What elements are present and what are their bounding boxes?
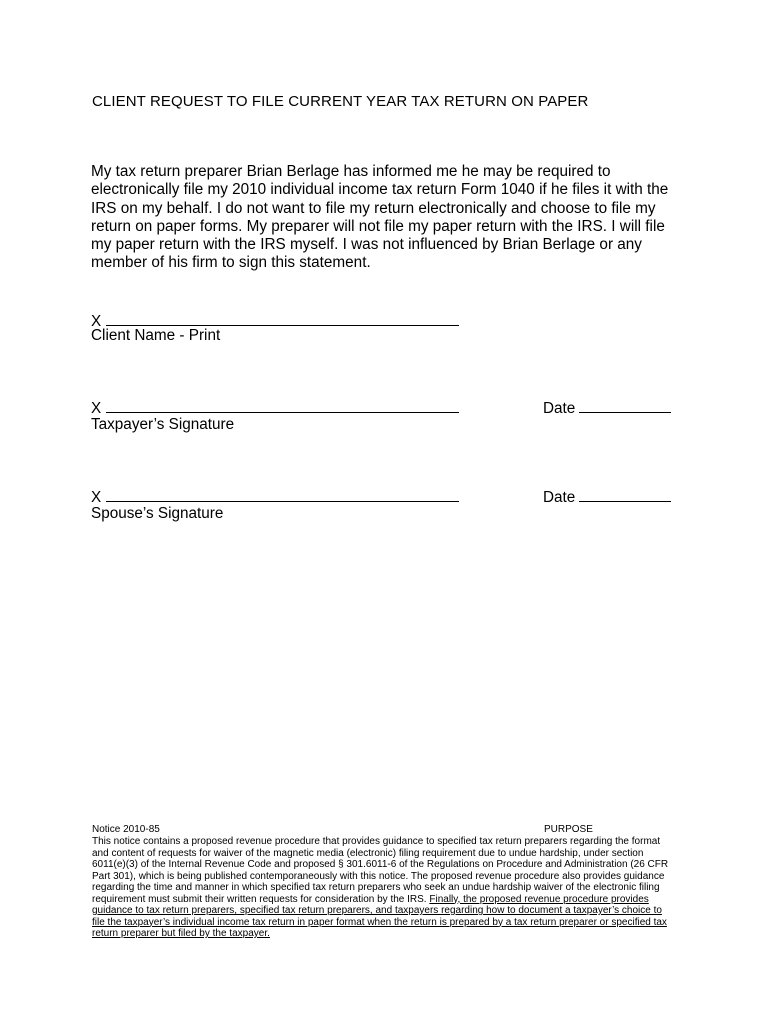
client-name-field[interactable] xyxy=(106,311,459,326)
client-name-mark: X xyxy=(91,313,102,330)
spouse-date-label: Date xyxy=(543,489,576,506)
taxpayer-signature-line[interactable] xyxy=(91,398,459,418)
client-name-label: Client Name - Print xyxy=(91,327,221,344)
notice-body xyxy=(92,836,674,940)
notice-id: Notice 2010-85 xyxy=(92,824,160,835)
taxpayer-signature-field[interactable] xyxy=(106,398,459,413)
taxpayer-date[interactable] xyxy=(543,398,671,418)
client-statement: My tax return preparer Brian Berlage has informed me he may be required to electronically file my 2010 individual income tax return Form 1040 if he files it with the IRS on my behalf. I do not want to file my return electronically and choose to file my return on paper forms. My preparer will not file my paper return with the IRS. I will file my paper return with the IRS myself. I was not influenced by Brian Berlage or any member of his firm to sign this statement. xyxy=(91,163,669,272)
form-title: CLIENT REQUEST TO FILE CURRENT YEAR TAX RETURN ON PAPER xyxy=(92,93,589,110)
spouse-signature-label: Spouse’s Signature xyxy=(91,505,224,522)
notice-body-underlined: Finally, the proposed revenue procedure provides guidance to tax return preparers, specified tax return preparers, and taxpayers regarding how to document a taxpayer’s choice to file the taxpayer’s individual income tax return in paper format when the return is prepared by a tax return preparer or specified tax return preparer but filed by the taxpayer. xyxy=(92,893,667,939)
notice-purpose-heading: PURPOSE xyxy=(544,824,593,835)
spouse-date[interactable] xyxy=(543,487,671,507)
taxpayer-signature-label: Taxpayer’s Signature xyxy=(91,416,235,433)
spouse-signature-field[interactable] xyxy=(106,487,459,502)
taxpayer-signature-mark: X xyxy=(91,400,102,417)
notice-header xyxy=(92,824,672,836)
taxpayer-date-label: Date xyxy=(543,400,576,417)
taxpayer-date-field[interactable] xyxy=(579,398,671,413)
spouse-signature-mark: X xyxy=(91,489,102,506)
spouse-signature-line[interactable] xyxy=(91,487,459,507)
notice-body-text: This notice contains a proposed revenue procedure that provides guidance to specified tax return preparers regarding the format and content of requests for waiver of the magnetic media (electronic) filing requirement due to undue hardship, under section 6011(e)(3) of the Internal Revenue Code and proposed § 301.6011-6 of the Regulations on Procedure and Administration (26 CFR Part 301), which is being published contemporaneously with this notice. The proposed revenue procedure also provides guidance regarding the time and manner in which specified tax return preparers who seek an undue hardship waiver of the electronic filing requirement must submit their written requests for consideration by the IRS. xyxy=(92,836,669,905)
spouse-date-field[interactable] xyxy=(579,487,671,502)
